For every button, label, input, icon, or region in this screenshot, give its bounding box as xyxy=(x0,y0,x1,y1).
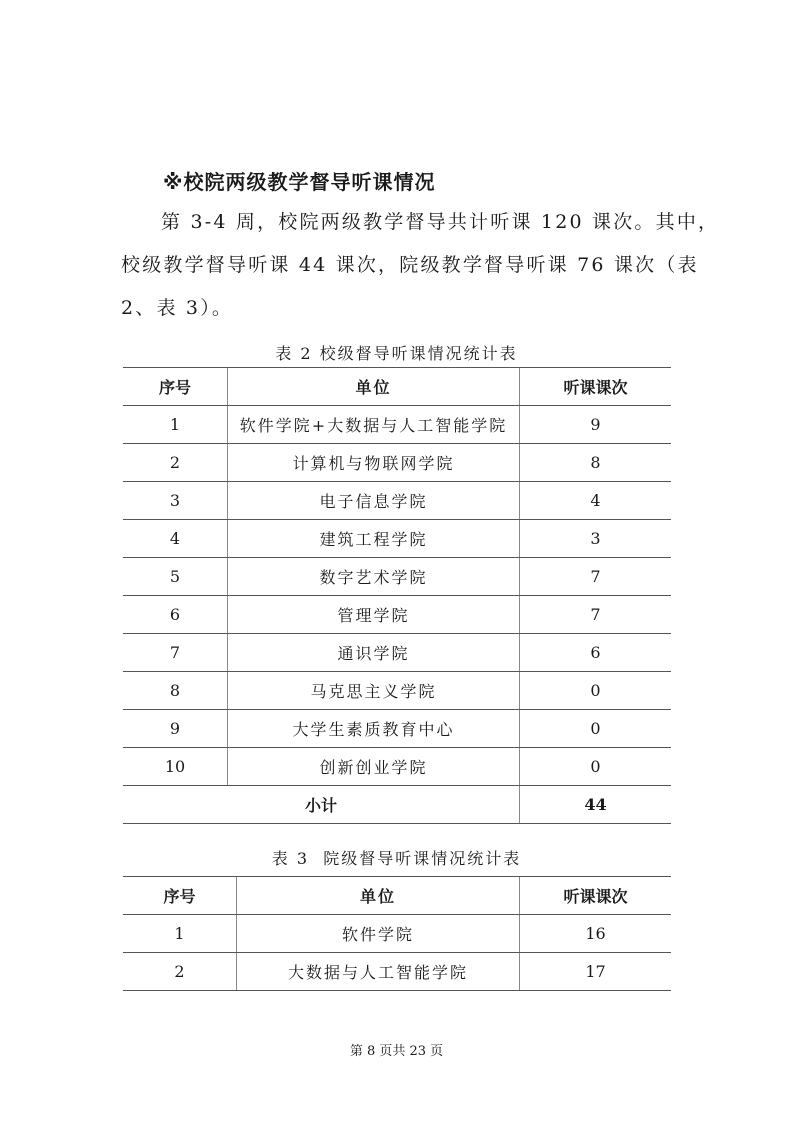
header-no: 序号 xyxy=(123,368,228,406)
cell-unit: 软件学院 xyxy=(237,915,520,953)
table-row xyxy=(123,710,671,748)
table3-caption: 表 3 院级督导听课情况统计表 xyxy=(271,849,522,868)
cell-no: 10 xyxy=(123,748,228,786)
table2 xyxy=(123,367,671,824)
cell-count: 16 xyxy=(520,915,672,953)
table-row xyxy=(123,953,671,991)
subtotal-label: 小计 xyxy=(123,786,520,824)
header-count: 听课课次 xyxy=(520,368,672,406)
table-row xyxy=(123,634,671,672)
cell-no: 4 xyxy=(123,520,228,558)
cell-no: 7 xyxy=(123,634,228,672)
table-row xyxy=(123,406,671,444)
header-no: 序号 xyxy=(123,877,237,915)
cell-count: 7 xyxy=(520,558,672,596)
header-unit: 单位 xyxy=(237,877,520,915)
cell-unit: 建筑工程学院 xyxy=(228,520,520,558)
table3-header-row xyxy=(123,877,671,915)
table2-subtotal-row xyxy=(123,786,671,824)
header-count: 听课课次 xyxy=(520,877,672,915)
table-row xyxy=(123,596,671,634)
page-footer: 第 8 页共 23 页 xyxy=(349,1044,444,1059)
cell-no: 1 xyxy=(123,915,237,953)
table2-header-row xyxy=(123,368,671,406)
cell-count: 17 xyxy=(520,953,672,991)
cell-count: 0 xyxy=(520,710,672,748)
cell-no: 8 xyxy=(123,672,228,710)
paragraph-line-3: 2、表 3）。 xyxy=(121,297,234,319)
table2-caption: 表 2 校级督导听课情况统计表 xyxy=(275,344,518,363)
table3 xyxy=(123,876,671,991)
cell-count: 4 xyxy=(520,482,672,520)
cell-count: 8 xyxy=(520,444,672,482)
cell-no: 9 xyxy=(123,710,228,748)
table-row xyxy=(123,444,671,482)
cell-unit: 创新创业学院 xyxy=(228,748,520,786)
cell-count: 6 xyxy=(520,634,672,672)
cell-unit: 通识学院 xyxy=(228,634,520,672)
section-heading: ※校院两级教学督导听课情况 xyxy=(163,170,436,194)
cell-count: 3 xyxy=(520,520,672,558)
cell-count: 9 xyxy=(520,406,672,444)
cell-count: 0 xyxy=(520,672,672,710)
subtotal-value: 44 xyxy=(520,786,672,824)
cell-unit: 管理学院 xyxy=(228,596,520,634)
cell-unit: 软件学院+大数据与人工智能学院 xyxy=(228,406,520,444)
cell-unit: 电子信息学院 xyxy=(228,482,520,520)
table-row xyxy=(123,672,671,710)
cell-no: 1 xyxy=(123,406,228,444)
cell-no: 2 xyxy=(123,953,237,991)
table-row xyxy=(123,915,671,953)
cell-no: 5 xyxy=(123,558,228,596)
table-row xyxy=(123,558,671,596)
table-row xyxy=(123,520,671,558)
table-row xyxy=(123,482,671,520)
cell-no: 2 xyxy=(123,444,228,482)
cell-no: 3 xyxy=(123,482,228,520)
paragraph-line-2: 校级教学督导听课 44 课次，院级教学督导听课 76 课次（表 xyxy=(121,254,699,276)
cell-unit: 大学生素质教育中心 xyxy=(228,710,520,748)
table-row xyxy=(123,748,671,786)
cell-unit: 数字艺术学院 xyxy=(228,558,520,596)
cell-count: 7 xyxy=(520,596,672,634)
cell-no: 6 xyxy=(123,596,228,634)
paragraph-line-1: 第 3-4 周，校院两级教学督导共计听课 120 课次。其中， xyxy=(161,211,720,233)
cell-count: 0 xyxy=(520,748,672,786)
cell-unit: 大数据与人工智能学院 xyxy=(237,953,520,991)
header-unit: 单位 xyxy=(228,368,520,406)
cell-unit: 计算机与物联网学院 xyxy=(228,444,520,482)
cell-unit: 马克思主义学院 xyxy=(228,672,520,710)
